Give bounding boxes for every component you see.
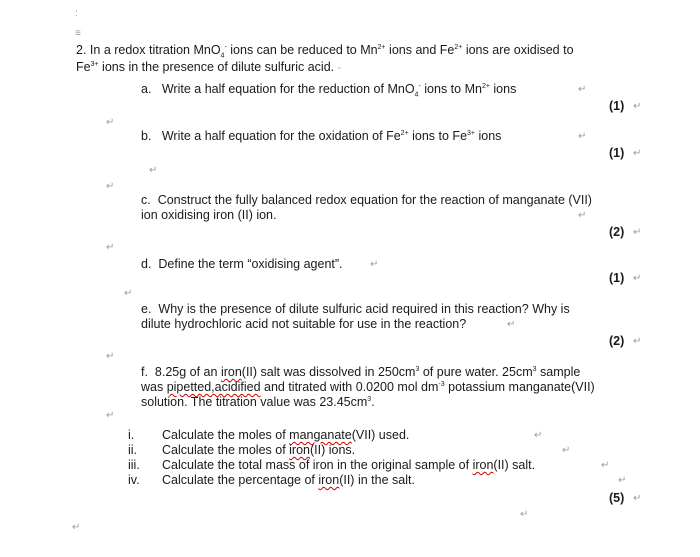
part-f-line3: solution. The titration value was $23.45cm^3$. (141, 395, 375, 409)
paragraph-mark: ↵ (106, 117, 115, 128)
part-e-marks: (2) (609, 334, 625, 348)
part-d-text: d. Define the term “oxidising agent”. (141, 257, 343, 271)
part-a-marks: (1) (609, 99, 625, 113)
paragraph-mark: ↵ (106, 351, 115, 362)
part-e-line2: dilute hydrochloric acid not suitable for use in the reaction? (141, 317, 467, 331)
subpart-i: i. Calculate the moles of manganate(VII) used. (128, 428, 410, 442)
part-c-line2: ion oxidising iron (II) ion. (141, 208, 277, 222)
paragraph-mark: ↵ (106, 181, 115, 192)
part-b-marks: (1) (609, 146, 625, 160)
part-c-line1: c. Construct the fully balanced redox equation for the reaction of manganate (VII) (141, 193, 592, 207)
part-f-marks: (5) (609, 491, 625, 505)
paragraph-mark: ↵ (520, 509, 529, 520)
paragraph-mark: ↵ (106, 242, 115, 253)
subpart-iii: iii. Calculate the total mass of iron in the original sample of iron(II) salt. (128, 458, 536, 472)
paragraph-mark: ↵ (633, 148, 642, 159)
question-intro-line2: $Fe^{3+}$ ions in the presence of dilute sulfuric acid. - (76, 60, 341, 74)
paragraph-mark: ↵ (633, 227, 642, 238)
subpart-iv: iv. Calculate the percentage of iron(II) in the salt. (128, 473, 415, 487)
question-intro-line1: 2. In a redox titration MnO$_4$- ions can be reduced to $Mn^{2+}$ ions and $Fe^{2+}$ ions are oxidised to (76, 43, 574, 60)
paragraph-mark: ↵ (578, 210, 587, 221)
paragraph-mark: ↵ (578, 131, 587, 142)
paragraph-mark: ↵ (633, 273, 642, 284)
paragraph-mark: ↵ (370, 259, 379, 270)
paragraph-mark: ↵ (633, 493, 642, 504)
paragraph-mark: ↵ (601, 460, 610, 471)
paragraph-mark: ↵ (534, 430, 543, 441)
paragraph-mark: ↵ (72, 522, 81, 533)
paragraph-mark: ↵ (633, 101, 642, 112)
paragraph-mark: ↵ (106, 410, 115, 421)
paragraph-mark: ↵ (149, 165, 158, 176)
paragraph-mark: ↵ (562, 445, 571, 456)
paragraph-mark: ↵ (578, 84, 587, 95)
paragraph-mark: ↵ (124, 288, 133, 299)
part-c-marks: (2) (609, 225, 625, 239)
paragraph-mark: ↵ (618, 475, 627, 486)
part-d-marks: (1) (609, 271, 625, 285)
part-a-text: a. Write a half equation for the reduction of MnO$_4$- ions to $Mn^{2+}$ ions (141, 82, 517, 99)
paragraph-mark: ↵ (507, 319, 516, 330)
subpart-ii: ii. Calculate the moles of iron(II) ions. (128, 443, 356, 457)
paragraph-mark: ↵ (633, 336, 642, 347)
stray-mark: ≡ (75, 28, 81, 39)
part-b-text: b. Write a half equation for the oxidation of $Fe^{2+}$ ions to $Fe^{3+}$ ions (141, 129, 502, 143)
part-f-line1: f. 8.25g of an iron(II) salt was dissolved in $250cm^3$ of pure water. $25cm^3$ sample (141, 365, 581, 379)
part-e-line1: e. Why is the presence of dilute sulfuric acid required in this reaction? Why is (141, 302, 570, 316)
part-f-line2: was pipetted,acidified and titrated with 0.0200 mol $dm^{-3}$ potassium manganate(VII) (141, 380, 595, 394)
stray-mark: : (75, 8, 78, 19)
